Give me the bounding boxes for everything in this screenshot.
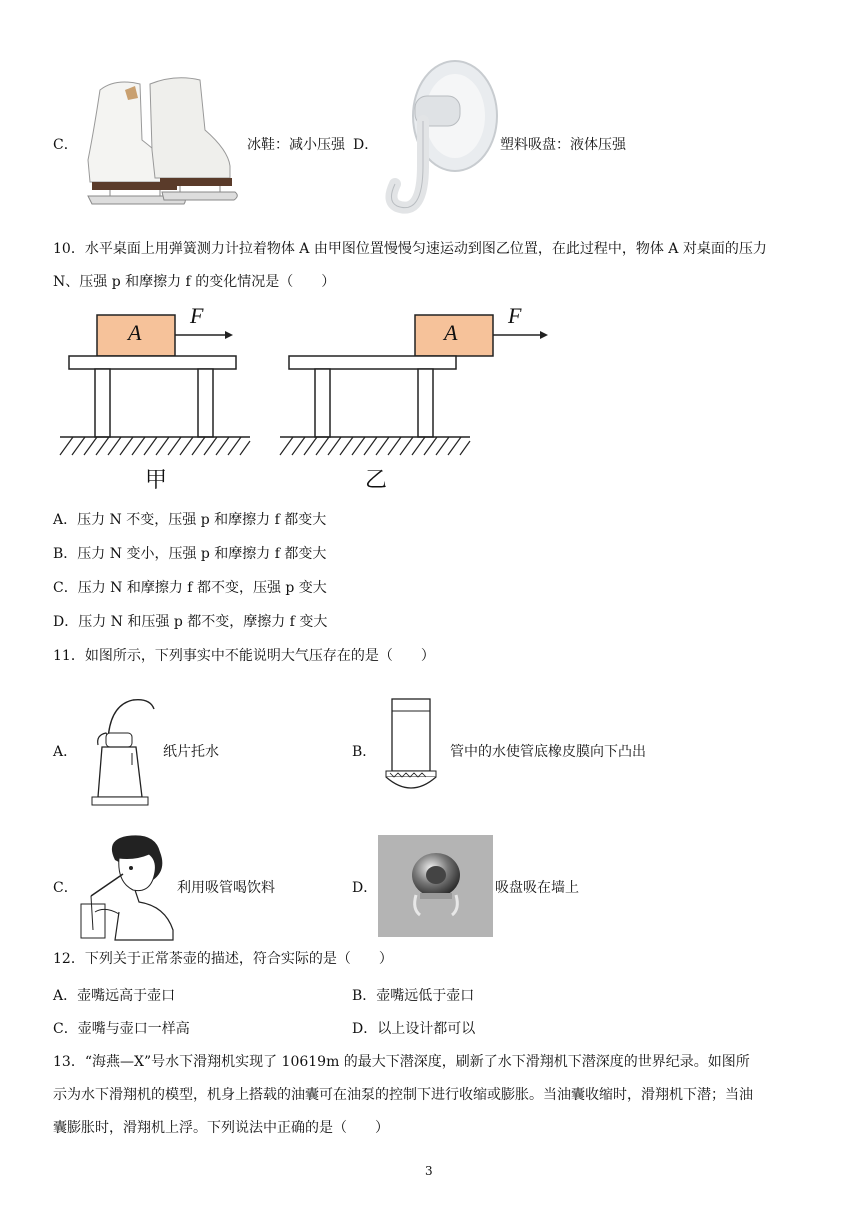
q13-stem-line-2: 示为水下滑翔机的模型，机身上搭载的油囊可在油泵的控制下进行收缩或膨胀。当油囊收缩时，滑翔机下潜；当油 [53,1087,753,1103]
figure-jia-label: 甲 [145,468,168,493]
q9-option-c-label: C． [53,137,78,153]
q12-option-c: C．壶嘴与壶口一样高 [53,1021,190,1037]
q9-option-d-label: D． [353,137,379,153]
force-f-right-label: F [508,303,522,328]
q11-option-b-caption: 管中的水使管底橡皮膜向下凸出 [450,744,646,760]
block-a-left-label: A [128,320,142,345]
force-f-left-label: F [190,303,204,328]
q11-option-d-caption: 吸盘吸在墙上 [495,880,579,896]
q12-stem: 12．下列关于正常茶壶的描述，符合实际的是（ ） [53,951,393,967]
q10-figure-right [270,305,560,495]
q10-stem-line-1: 10．水平桌面上用弹簧测力计拉着物体 A 由甲图位置慢慢匀速运动到图乙位置，在此过程中，物体 A 对桌面的压力 [53,241,767,257]
tube-rubber-membrane-image [380,695,442,805]
suction-hook-image [385,56,500,226]
figure-yi-label: 乙 [365,468,388,493]
q9-option-d-caption: 塑料吸盘：液体压强 [500,137,626,153]
q13-stem-line-1: 13．“海燕—X”号水下滑翔机实现了 10619m 的最大下潜深度，刷新了水下滑翔机下潜深度的世界纪录。如图所 [53,1054,750,1070]
q11-stem: 11．如图所示，下列事实中不能说明大气压存在的是（ ） [53,648,435,664]
q12-option-a: A．壶嘴远高于壶口 [53,988,176,1004]
q10-option-b: B．压力 N 变小，压强 p 和摩擦力 f 都变大 [53,546,327,562]
q10-stem-line-2: N、压强 p 和摩擦力 f 的变化情况是（ ） [53,274,336,290]
page-number: 3 [425,1164,433,1178]
q11-option-b-label: B． [352,744,377,760]
suction-cup-wall-image [378,835,493,937]
block-a-right-label: A [444,320,458,345]
q11-option-c-caption: 利用吸管喝饮料 [177,880,275,896]
q9-option-c-caption: 冰鞋：减小压强 [247,137,345,153]
q11-option-a-caption: 纸片托水 [163,744,219,760]
ice-skate-image [80,70,240,215]
q10-option-d: D．压力 N 和压强 p 都不变，摩擦力 f 变大 [53,614,328,630]
drinking-straw-image [75,830,175,942]
q12-option-b: B．壶嘴远低于壶口 [352,988,475,1004]
q11-option-d-label: D． [352,880,378,896]
q11-option-c-label: C． [53,880,78,896]
paper-holding-water-image [88,695,160,810]
q13-stem-line-3: 囊膨胀时，滑翔机上浮。下列说法中正确的是（ ） [53,1120,389,1136]
q10-option-c: C．压力 N 和摩擦力 f 都不变，压强 p 变大 [53,580,327,596]
q10-option-a: A．压力 N 不变，压强 p 和摩擦力 f 都变大 [53,512,327,528]
q11-option-a-label: A． [53,744,78,760]
q12-option-d: D．以上设计都可以 [352,1021,476,1037]
